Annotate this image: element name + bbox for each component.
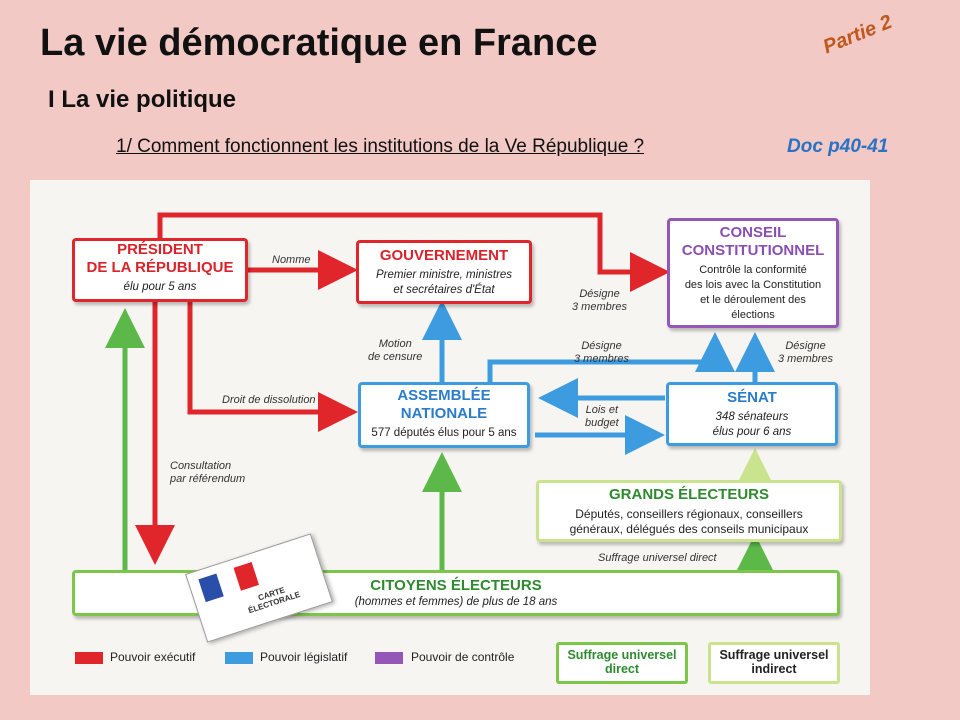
senat-box [666, 382, 838, 446]
label-lois-budget: Lois et budget [585, 404, 619, 429]
label-suffrage-direct: Suffrage universel direct [598, 552, 717, 564]
president-box [72, 238, 248, 302]
legend-swatch-controle [375, 652, 403, 664]
president-detail: élu pour 5 ans [123, 281, 197, 293]
question-heading: 1/ Comment fonctionnent les institutions de la Ve République ? [116, 136, 645, 157]
partie-label: Partie 2 [820, 10, 896, 59]
gouvernement-detail: Premier ministre, ministres et secrétaires d'État [375, 269, 513, 296]
conseil-detail: Contrôle la conformité des lois avec la Constitution et le déroulement des élections [684, 264, 822, 321]
legend-swatch-executif [75, 652, 103, 664]
senat-title: SÉNAT [727, 389, 777, 406]
section-subtitle: I La vie politique [48, 86, 237, 113]
conseil-title: CONSEIL CONSTITUTIONNEL [681, 224, 825, 259]
label-dissolution: Droit de dissolution [222, 394, 316, 406]
label-designe-3: Désigne 3 membres [778, 340, 834, 365]
legend-legislatif: Pouvoir législatif [260, 650, 348, 664]
label-nomme: Nomme [272, 254, 311, 266]
label-designe-2: Désigne 3 membres [574, 340, 630, 365]
page-title: La vie démocratique en France [40, 22, 598, 64]
legend-controle: Pouvoir de contrôle [411, 650, 515, 664]
legend-executif: Pouvoir exécutif [110, 650, 196, 664]
gouvernement-title: GOUVERNEMENT [379, 247, 509, 264]
citoyens-title: CITOYENS ÉLECTEURS [370, 577, 542, 594]
citoyens-detail: (hommes et femmes) de plus de 18 ans [354, 596, 558, 608]
label-referendum: Consultation par référendum [170, 460, 246, 485]
gouvernement-box [356, 240, 532, 304]
legend-suffrage-direct: Suffrage universel direct [556, 642, 688, 684]
grands-electeurs-detail: Députés, conseillers régionaux, conseillers généraux, délégués des conseils municipaux [569, 507, 809, 536]
doc-reference: Doc p40-41 [787, 136, 889, 157]
institutions-diagram [30, 180, 870, 695]
president-title: PRÉSIDENT DE LA RÉPUBLIQUE [86, 241, 234, 276]
legend-suffrage-indirect: Suffrage universel indirect [708, 642, 840, 684]
assemblee-box [358, 382, 530, 448]
assemblee-detail: 577 députés élus pour 5 ans [371, 427, 517, 439]
label-designe-1: Désigne 3 membres [572, 288, 628, 313]
conseil-box [667, 218, 839, 328]
grands-electeurs-title: GRANDS ÉLECTEURS [608, 486, 769, 503]
label-motion: Motion de censure [368, 338, 423, 363]
assemblee-title: ASSEMBLÉE NATIONALE [397, 387, 491, 422]
legend-swatch-legislatif [225, 652, 253, 664]
grands-electeurs-box [536, 480, 842, 542]
senat-detail: 348 sénateurs élus pour 6 ans [712, 411, 792, 438]
card-text: CARTE ÉLECTORALE [247, 585, 302, 616]
